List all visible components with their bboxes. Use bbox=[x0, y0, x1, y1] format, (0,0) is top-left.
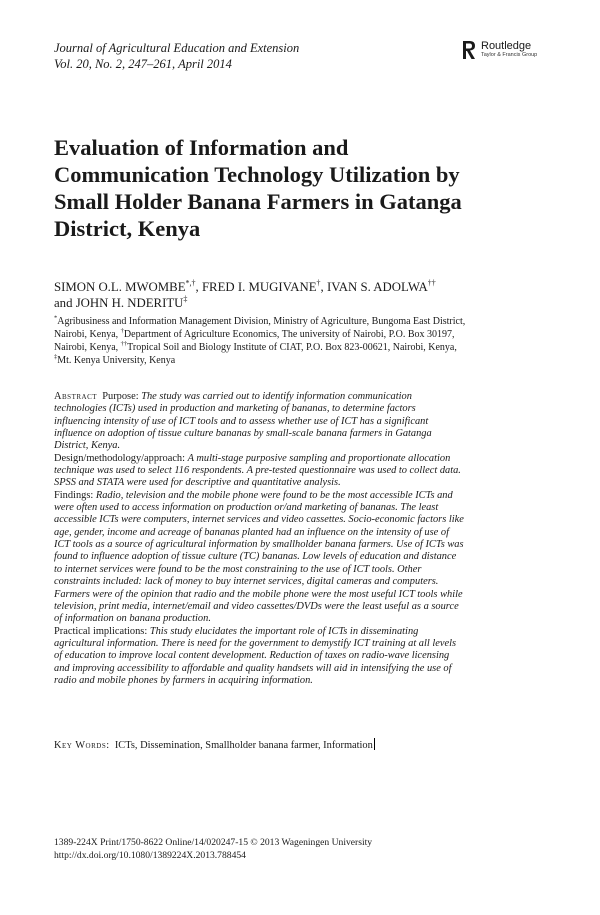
title-line: Evaluation of Information and bbox=[54, 135, 349, 160]
routledge-r-logo-icon bbox=[462, 40, 476, 60]
author-sup: *,† bbox=[185, 278, 196, 288]
affil-sup: * bbox=[54, 314, 58, 322]
publisher-name: Routledge bbox=[481, 40, 532, 52]
author-name: SIMON O.L. MWOMBE bbox=[54, 280, 186, 294]
abstract-text: were often used to access information on production or/and marketing of bananas. The least bbox=[54, 502, 439, 514]
text-cursor bbox=[374, 738, 375, 750]
abstract-text: technologies (ICTs) used in production and marketing of bananas, to determine factors bbox=[54, 403, 416, 415]
affiliation-text: Agribusiness and Information Management Division, Ministry of Agriculture, Bungoma East District, bbox=[57, 316, 466, 327]
abstract bbox=[54, 391, 536, 687]
issn-line: 1389-224X Print/1750-8622 Online/14/020247-15 © 2013 Wageningen University bbox=[54, 837, 373, 848]
author-name: JOHN H. NDERITU bbox=[75, 296, 184, 310]
abstract-text: agricultural information. There is need for the government to demystify ICT training at all levels bbox=[54, 637, 457, 649]
abstract-text: SPSS and STATA were used for descriptive and quantitative analysis. bbox=[54, 477, 341, 489]
abstract-text: influencing intensity of use of ICT tools and to assess whether use of ICT has a significant bbox=[54, 415, 429, 427]
affiliation-text: Tropical Soil and Biology Institute of CIAT, P.O. Box 823-00621, Nairobi, Kenya, bbox=[127, 342, 457, 353]
keywords-label: Key Words: bbox=[54, 740, 110, 751]
keywords bbox=[54, 738, 375, 752]
abstract-label: Design/methodology/approach: bbox=[54, 452, 186, 464]
abstract-text: Farmers were of the opinion that radio and the mobile phone were the most useful ICT tools while bbox=[54, 588, 463, 600]
author-sup: ‡ bbox=[183, 294, 188, 304]
abstract-heading: Abstract bbox=[54, 391, 98, 402]
author-sup: † bbox=[316, 278, 321, 288]
journal-header bbox=[54, 40, 299, 72]
abstract-text: District, Kenya. bbox=[54, 440, 121, 452]
affiliation-text: Mt. Kenya University, Kenya bbox=[57, 355, 176, 366]
doi-link[interactable]: http://dx.doi.org/10.1080/1389224X.2013.788454 bbox=[54, 850, 246, 861]
keywords-text: ICTs, Dissemination, Smallholder banana farmer, Information bbox=[114, 740, 373, 751]
affil-sup: † bbox=[120, 327, 124, 335]
abstract-text: influence on adoption of tissue culture bananas by small-scale banana farmers in Gatanga bbox=[54, 428, 432, 440]
abstract-label: Practical implications: bbox=[54, 625, 148, 637]
title-line: Communication Technology Utilization by bbox=[54, 162, 460, 187]
author-name: FRED I. MUGIVANE bbox=[201, 280, 317, 294]
affiliation-text: Nairobi, Kenya, bbox=[54, 329, 119, 340]
journal-name: Journal of Agricultural Education and Extension bbox=[54, 41, 300, 55]
abstract-text: television, print media, internet/email and video cassettes/DVDs were the least useful as a source bbox=[54, 600, 459, 612]
abstract-text: of information on banana production. bbox=[54, 613, 211, 625]
abstract-text: A multi-stage purposive sampling and proportionate allocation bbox=[187, 452, 451, 464]
abstract-text: This study elucidates the important role of ICTs in disseminating bbox=[149, 625, 419, 637]
affiliation-text: Nairobi, Kenya, bbox=[54, 342, 119, 353]
abstract-text: ICT tools as a source of agricultural information by smallholder banana farmers. Use of ICTs was bbox=[54, 539, 464, 551]
abstract-label: Purpose: bbox=[102, 391, 139, 402]
publisher-sub: Taylor & Francis Group bbox=[481, 52, 538, 58]
affiliations bbox=[54, 315, 465, 367]
footer bbox=[54, 836, 372, 862]
affiliation-text: Department of Agriculture Economics, The university of Nairobi, P.O. Box 30197, bbox=[123, 329, 455, 340]
abstract-label: Findings: bbox=[54, 489, 94, 501]
abstract-text: found to influence adoption of tissue culture (TC) bananas. Low levels of education and distance bbox=[54, 551, 457, 563]
abstract-text: radio and mobile phones by farmers in acquiring information. bbox=[54, 674, 313, 686]
abstract-text: constraints included: lack of money to buy internet services, digital cameras and computers. bbox=[54, 576, 439, 588]
title-line: District, Kenya bbox=[54, 216, 201, 241]
author-and: and bbox=[54, 296, 73, 310]
article-title bbox=[54, 134, 554, 242]
author-list: SIMON O.L. MWOMBE*,†, FRED I. MUGIVANE†, IVAN S. ADOLWA†† and JOHN H. NDERITU‡ bbox=[54, 278, 436, 310]
abstract-text: and improving accessibility to affordable and quality handsets will aid in intensifying the use of bbox=[54, 662, 452, 674]
author-sup: †† bbox=[427, 278, 436, 288]
abstract-text: age, gender, income and acreage of bananas planted had an influence on the intensity of use of bbox=[54, 526, 449, 538]
abstract-text: to internet services were found to be the most constraining to the use of ICT tools. Other bbox=[54, 563, 422, 575]
abstract-text: accessible ICTs were computers, internet services and video cassettes. Socio-economic factors like bbox=[54, 514, 464, 526]
journal-issue: Vol. 20, No. 2, 247–261, April 2014 bbox=[54, 57, 232, 71]
affil-sup: ‡ bbox=[54, 353, 58, 361]
abstract-text: technique was used to select 116 respondents. A pre-tested questionnaire was used to collect data. bbox=[54, 465, 461, 477]
abstract-text: The study was carried out to identify information communication bbox=[141, 391, 412, 402]
abstract-text: of education to improve local content development. Reduction of taxes on radio-wave licensing bbox=[54, 650, 450, 662]
title-line: Small Holder Banana Farmers in Gatanga bbox=[54, 189, 462, 214]
abstract-text: Radio, television and the mobile phone were found to be the most accessible ICTs and bbox=[95, 489, 453, 501]
author-name: IVAN S. ADOLWA bbox=[326, 280, 428, 294]
affil-sup: †† bbox=[120, 340, 128, 348]
publisher-logo bbox=[462, 40, 537, 60]
